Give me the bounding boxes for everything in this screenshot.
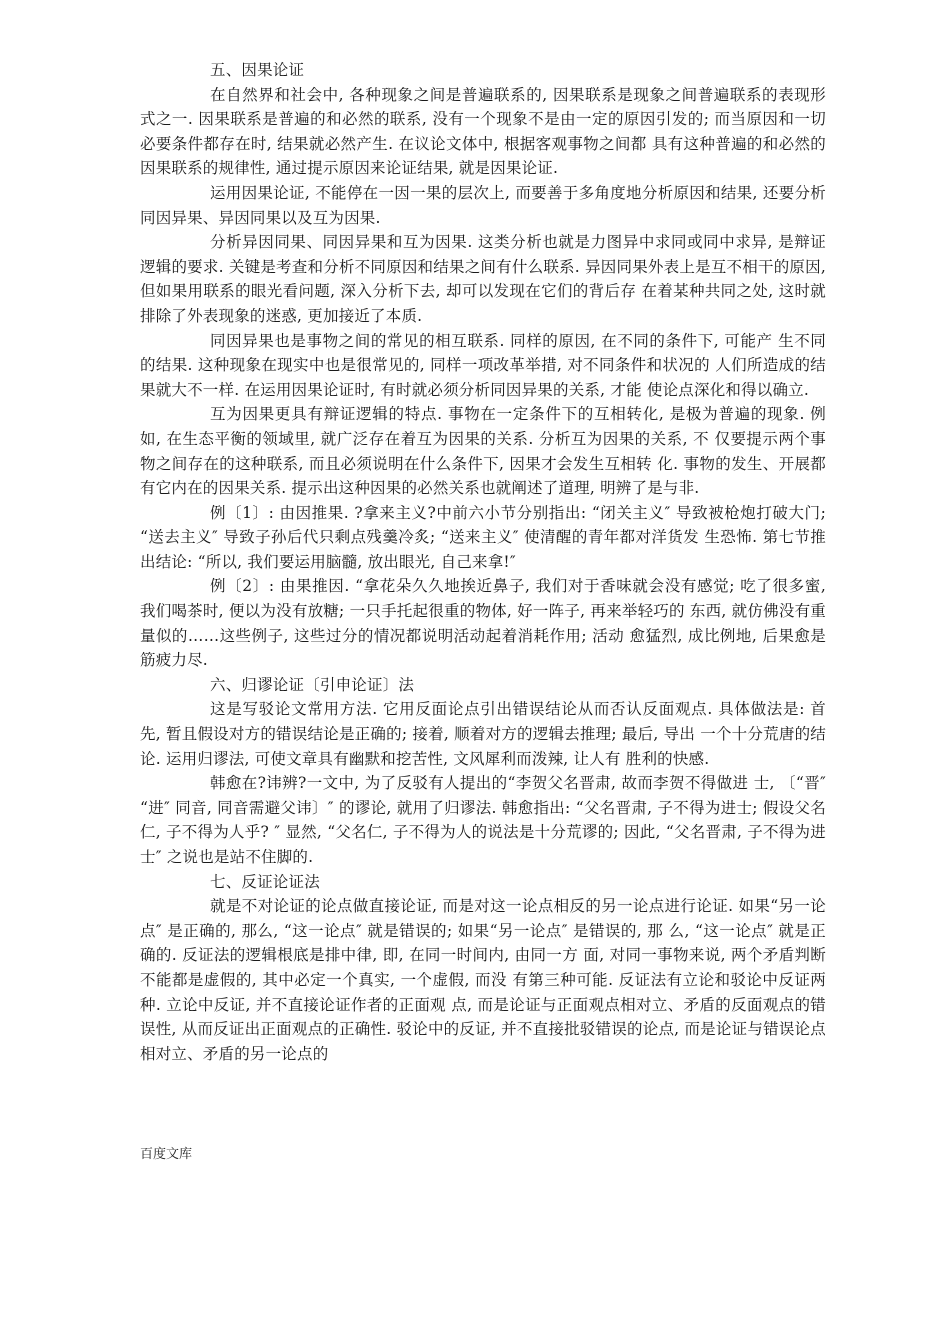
paragraph: 同因异果也是事物之间的常见的相互联系. 同样的原因, 在不同的条件下, 可能产 生不同的结果. 这种现象在现实中也是很常见的, 同样一项改革举措, 对不同条件和状况的 人们所造成的结果就大不一样. 在运用因果论证时, 有时就必须分析同因异果的关系, 才能 使论点深化和得以确立. <box>140 331 826 399</box>
paragraph: 就是不对论证的论点做直接论证, 而是对这一论点相反的另一论点进行论证. 如果“另一论点″ 是正确的, 那么, “这一论点″ 就是错误的; 如果“另一论点″ 是错误的, 那 么, “这一论点″ 就是正确的. 反证法的逻辑根底是排中律, 即, 在同一时间内, 由同一方 面, 对同一事物来说, 两个矛盾判断不能都是虚假的, 其中必定一个真实, 一个虚假, 而没 有第三种可能. 反证法有立论和驳论中反证两种. 立论中反证, 并不直接论证作者的正面观 点, 而是论证与正面观点相对立、矛盾的反面观点的错误性, 从而反证出正面观点的正确性. 驳论中的反证, 并不直接批驳错误的论点, 而是论证与错误论点相对立、矛盾的另一论点的 <box>140 897 826 1063</box>
paragraph: 韩愈在?讳辨?一文中, 为了反驳有人提出的“李贺父名晋肃, 故而李贺不得做进 士, 〔“晋″ “进″ 同音, 同音需避父讳〕″ 的谬论, 就用了归谬法. 韩愈指出: “父名晋肃, 子不得为进士; 假设父名仁, 子不得为人乎? ″ 显然, “父名仁, 子不得为人的说法是十分荒谬的; 因此, “父名晋肃, 子不得为进士″ 之说也是站不住脚的. <box>140 774 826 866</box>
paragraph: 运用因果论证, 不能停在一因一果的层次上, 而要善于多角度地分析原因和结果, 还要分析同因异果、异因同果以及互为因果. <box>140 183 826 227</box>
section-heading-reductio: 六、归谬论证〔引申论证〕法 <box>210 675 415 694</box>
paragraph: 互为因果更具有辩证逻辑的特点. 事物在一定条件下的互相转化, 是极为普遍的现象. 例如, 在生态平衡的领域里, 就广泛存在着互为因果的关系. 分析互为因果的关系, 不 仅要提示两个事物之间存在的这种联系, 而且必须说明在什么条件下, 因果才会发生互相转 化. 事物的发生、开展都有它内在的因果关系. 提示出这种因果的必然关系也就阐述了道理, 明辨了是与非. <box>140 405 826 498</box>
example-paragraph: 例〔2〕: 由果推因. “拿花朵久久地挨近鼻子, 我们对于香味就会没有感觉; 吃了很多蜜, 我们喝茶时, 便以为没有放糖; 一只手托起很重的物体, 好一阵子, 再来举轻巧的 东西, 就仿佛没有重量似的……这些例子, 这些过分的情况都说明活动起着消耗作用; 活动 愈猛烈, 成比例地, 后果愈是筋疲力尽. <box>140 577 826 670</box>
paragraph: 在自然界和社会中, 各种现象之间是普遍联系的, 因果联系是现象之间普遍联系的表现形式之一. 因果联系是普遍的和必然的联系, 没有一个现象不是由一定的原因引发的; 而当原因和一切必要条件都存在时, 结果就必然产生. 在议论文体中, 根据客观事物之间都 具有这种普遍的和必然的因果联系的规律性, 通过提示原因来论证结果, 就是因果论证. <box>140 85 826 178</box>
paragraph: 这是写驳论文常用方法. 它用反面论点引出错误结论从而否认反面观点. 具体做法是: 首先, 暂且假设对方的错误结论是正确的; 接着, 顺着对方的逻辑去推理; 最后, 导出 一个十分荒唐的结论. 运用归谬法, 可使文章具有幽默和挖苦性, 文风犀利而泼辣, 让人有 胜利的快感. <box>140 700 826 768</box>
example-paragraph: 例〔1〕: 由因推果. ?拿来主义?中前六小节分别指出: “闭关主义″ 导致被枪炮打破大门; “送去主义″ 导致子孙后代只剩点残羹冷炙; “送来主义″ 使清醒的青年都对洋货发 生恐怖. 第七节推出结论: “所以, 我们要运用脑髓, 放出眼光, 自己来拿!″ <box>140 503 826 571</box>
paragraph: 分析异因同果、同因异果和互为因果. 这类分析也就是力图异中求同或同中求异, 是辩证逻辑的要求. 关键是考查和分析不同原因和结果之间有什么联系. 异因同果外表上是互不相干的原因, 但如果用联系的眼光看问题, 深入分析下去, 却可以发现在它们的背后存 在着某种共同之处, 这时就排除了外表现象的迷惑, 更加接近了本质. <box>140 233 826 325</box>
footer-source-label: 百度文库 <box>140 1147 193 1162</box>
section-heading-counterproof: 七、反证论证法 <box>210 872 320 891</box>
document-body <box>140 58 826 1066</box>
section-heading-causal: 五、因果论证 <box>210 61 305 79</box>
